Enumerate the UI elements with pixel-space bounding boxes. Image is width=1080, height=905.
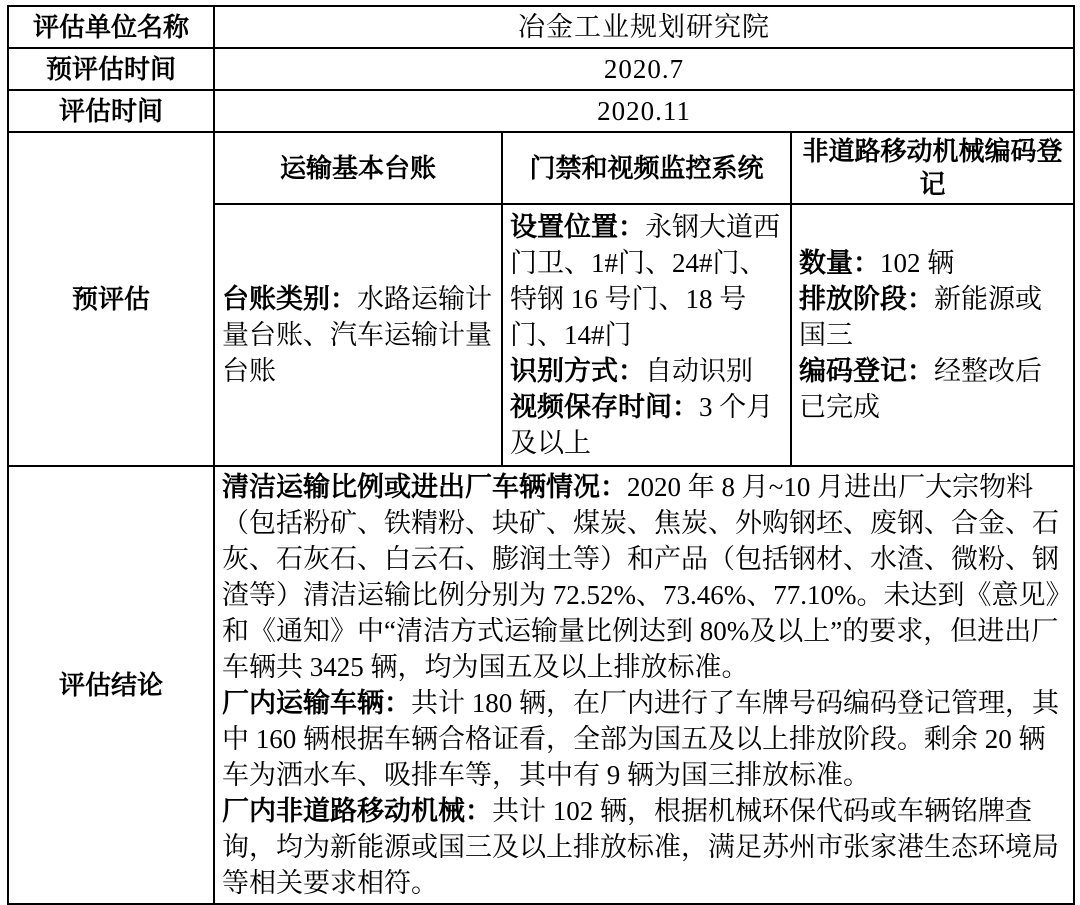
paragraph: 厂内运输车辆：共计 180 辆，在厂内进行了车牌号码编码登记管理，其中 160 辆根据车辆合格证看，全部为国五及以上排放阶段。剩余 20 辆车为洒水车、吸排车等，其中有 9 辆为国三排放标准。 (222, 688, 1059, 790)
paragraph: 数量：102 辆 (799, 248, 955, 278)
header-transport-ledger: 运输基本台账 (214, 132, 502, 204)
paragraph: 清洁运输比例或进出厂车辆情况：2020 年 8 月~10 月进出厂大宗物料（包括粉矿、铁精粉、块矿、煤炭、焦炭、外购钢坯、废钢、合金、石灰、石灰石、白云石、膨润土等）和产品（包括钢材、水渣、微粉、钢渣等）清洁运输比例分别为 72.52%、73.46%、77.10%。未达到《意见》和《通知》中“清洁方式运输量比例达到 80%及以上”的要求，但进出厂车辆共 3425 辆，均为国五及以上排放标准。 (222, 472, 1059, 682)
paragraph: 编码登记：经整改后已完成 (799, 356, 1042, 422)
cell-nonroad-machinery-coding (791, 204, 1074, 466)
conclusion-cell (214, 466, 1074, 904)
row-eval-time (8, 90, 1074, 132)
row-pre-eval-headers (8, 132, 1074, 204)
eval-time-value: 2020.11 (214, 90, 1074, 132)
paragraph: 排放阶段：新能源或国三 (799, 284, 1042, 350)
eval-time-label: 评估时间 (8, 90, 214, 132)
paragraph: 设置位置：永钢大道西门卫、1#门、24#门、特钢 16 号门、18 号门、14#门 (510, 212, 780, 350)
cell-transport-ledger (214, 204, 502, 466)
row-conclusion (8, 466, 1074, 904)
header-nonroad-machinery-coding: 非道路移动机械编码登记 (791, 132, 1074, 204)
header-access-control-video: 门禁和视频监控系统 (502, 132, 791, 204)
pre-eval-time-value: 2020.7 (214, 48, 1074, 90)
row-unit-name (8, 6, 1074, 48)
pre-eval-time-label: 预评估时间 (8, 48, 214, 90)
paragraph: 识别方式：自动识别 (510, 356, 753, 386)
paragraph: 视频保存时间：3 个月及以上 (510, 392, 774, 458)
unit-name-label: 评估单位名称 (8, 6, 214, 48)
row-pre-eval-time (8, 48, 1074, 90)
pre-eval-label: 预评估 (8, 132, 214, 466)
cell-access-control-video (502, 204, 791, 466)
unit-name-value: 冶金工业规划研究院 (214, 6, 1074, 48)
paragraph: 厂内非道路移动机械：共计 102 辆，根据机械环保代码或车辆铭牌查询，均为新能源或国三及以上排放标准，满足苏州市张家港生态环境局等相关要求相符。 (222, 796, 1059, 898)
evaluation-table (7, 5, 1075, 905)
conclusion-label: 评估结论 (8, 466, 214, 904)
paragraph: 台账类别：水路运输计量台账、汽车运输计量台账 (222, 284, 492, 386)
